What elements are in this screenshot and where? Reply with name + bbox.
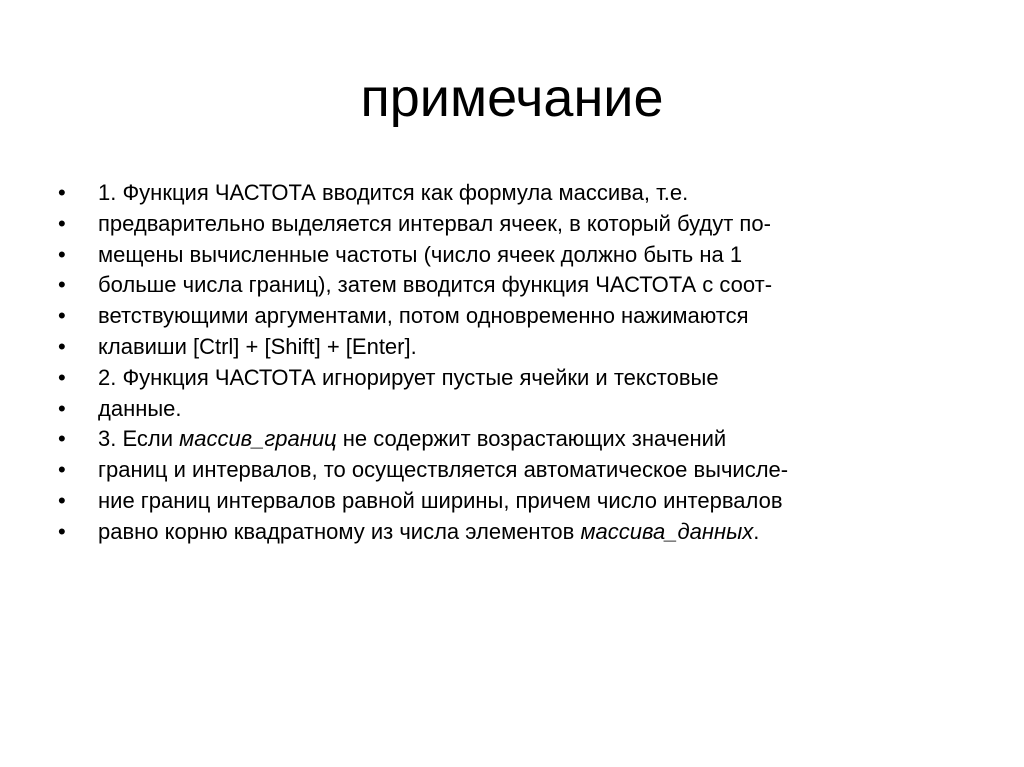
bullet-text — [98, 270, 772, 301]
bullet-text — [98, 517, 759, 548]
bullet-dot-icon: • — [58, 303, 66, 329]
bullet-line — [58, 455, 978, 486]
bullet-line — [58, 363, 978, 394]
bullet-dot-icon: • — [58, 364, 66, 390]
bullet-text — [98, 486, 783, 517]
text-segment: клавиши [Ctrl] + [Shift] + [Enter]. — [98, 333, 417, 359]
bullet-dot-icon: • — [58, 518, 66, 544]
bullet-line — [58, 424, 978, 455]
bullet-line — [58, 240, 978, 271]
text-segment: границ и интервалов, то осуществляется автоматическое вычисле- — [98, 457, 789, 483]
text-segment: данные. — [98, 395, 182, 421]
bullet-dot-icon: • — [58, 272, 66, 298]
bullet-line — [58, 270, 978, 301]
bullet-line — [58, 178, 978, 209]
text-segment: больше числа границ), затем вводится функция ЧАСТОТА с соот- — [98, 272, 773, 298]
text-segment: . — [753, 518, 760, 544]
bullet-text — [98, 394, 182, 425]
bullet-text — [98, 455, 788, 486]
slide-title: примечание — [360, 68, 664, 128]
bullet-dot-icon: • — [58, 210, 66, 236]
bullet-text — [98, 240, 742, 271]
text-segment: мещены вычисленные частоты (число ячеек должно быть на 1 — [98, 241, 743, 267]
bullet-dot-icon: • — [58, 487, 66, 513]
italic-term: массива_данных — [580, 518, 754, 544]
text-segment: 3. Если — [98, 426, 180, 452]
bullet-line — [58, 517, 978, 548]
text-segment: ветствующими аргументами, потом одновременно нажимаются — [98, 303, 749, 329]
bullet-dot-icon: • — [58, 241, 66, 267]
bullet-text — [98, 301, 749, 332]
bullet-text — [98, 209, 771, 240]
text-segment: не содержит возрастающих значений — [336, 426, 727, 452]
bullet-dot-icon: • — [58, 395, 66, 421]
bullet-dot-icon: • — [58, 426, 66, 452]
text-segment: предварительно выделяется интервал ячеек, в который будут по- — [98, 210, 771, 236]
text-segment: 2. Функция ЧАСТОТА игнорирует пустые ячейки и текстовые — [98, 364, 719, 390]
text-segment: 1. Функция ЧАСТОТА вводится как формула массива, т.е. — [98, 180, 689, 205]
text-segment: ние границ интервалов равной ширины, причем число интервалов — [98, 487, 783, 513]
bullet-line — [58, 209, 978, 240]
bullet-dot-icon: • — [58, 180, 66, 205]
italic-term: массив_границ — [179, 426, 337, 452]
bullet-text — [98, 363, 719, 394]
bullet-text — [98, 178, 688, 209]
bullet-line — [58, 486, 978, 517]
bullet-text — [98, 332, 417, 363]
bullet-line — [58, 332, 978, 363]
bullet-text — [98, 424, 726, 455]
bullet-dot-icon: • — [58, 457, 66, 483]
bullet-line — [58, 301, 978, 332]
bullet-dot-icon: • — [58, 333, 66, 359]
text-segment: равно корню квадратному из числа элементов — [98, 518, 581, 544]
note-bullet-list — [58, 178, 978, 548]
bullet-line — [58, 394, 978, 425]
